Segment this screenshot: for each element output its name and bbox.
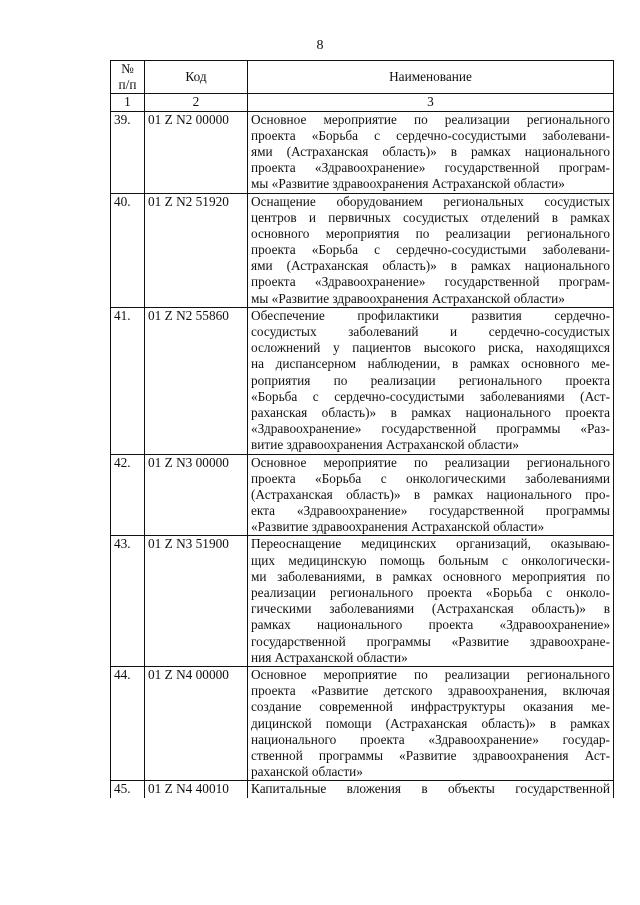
name-line: Основное мероприятие по реализации регионального — [251, 111, 610, 127]
name-line: дицинской помощи (Астраханская область)» в рамках — [251, 715, 610, 731]
name-line: проекта «Развитие детского здравоохранения, включая — [251, 683, 610, 699]
name-line: Основное мероприятие по реализации регионального — [251, 666, 610, 682]
row-number: 43. — [111, 536, 145, 667]
name-line: Основное мероприятие по реализации регионального — [251, 454, 610, 470]
name-line: «Борьба с сердечно-сосудистыми заболеваниями (Аст- — [251, 388, 610, 404]
name-line: ями (Астраханская область)» в рамках национального — [251, 143, 610, 159]
column-index-row — [111, 94, 614, 111]
page-number: 8 — [316, 38, 324, 53]
row-code: 01 Z N3 51900 — [145, 536, 248, 667]
name-line: основного мероприятия по реализации регионального — [251, 225, 610, 241]
name-line: рамках национального проекта «Здравоохранение» — [251, 617, 610, 633]
column-index: 3 — [248, 94, 614, 111]
row-name — [248, 781, 614, 798]
name-line: осложнений у пациентов высокого риска, находящихся — [251, 340, 610, 356]
name-line: щих медицинскую помощь больным с онкологически- — [251, 552, 610, 568]
table-header-row — [111, 61, 614, 94]
name-line: роприятия по реализации регионального проекта — [251, 372, 610, 388]
column-index: 1 — [111, 94, 145, 111]
row-code: 01 Z N2 55860 — [145, 307, 248, 454]
row-number: 44. — [111, 666, 145, 780]
row-name — [248, 536, 614, 667]
row-name — [248, 111, 614, 193]
row-number: 41. — [111, 307, 145, 454]
name-line: на диспансерном наблюдении, в рамках основного ме- — [251, 356, 610, 372]
table-row — [111, 193, 614, 307]
name-line: сосудистых заболеваний и сердечно-сосудистых — [251, 324, 610, 340]
name-line: ния Астраханской области» — [251, 649, 408, 665]
name-line: реализации регионального проекта «Борьба с онколо- — [251, 585, 610, 601]
table-row — [111, 536, 614, 667]
row-name — [248, 666, 614, 780]
column-index: 2 — [145, 94, 248, 111]
name-line: «Развитие здравоохранения Астраханской области» — [251, 519, 545, 535]
row-code: 01 Z N4 40010 — [145, 781, 248, 798]
table-row — [111, 111, 614, 193]
name-line: Обеспечение профилактики развития сердечно- — [251, 307, 610, 323]
table-row — [111, 781, 614, 798]
name-line: проекта «Борьба с сердечно-сосудистыми заболевани- — [251, 127, 610, 143]
name-line: Оснащение оборудованием региональных сосудистых — [251, 193, 610, 209]
row-name — [248, 307, 614, 454]
table-row — [111, 666, 614, 780]
name-line: центров и первичных сосудистых отделений в рамках — [251, 209, 610, 225]
name-line: екта «Здравоохранение» государственной программы — [251, 503, 610, 519]
header-code: Код — [145, 61, 248, 94]
header-name: Наименование — [248, 61, 614, 94]
name-line: ями (Астраханская область)» в рамках национального — [251, 258, 610, 274]
row-number: 45. — [111, 781, 145, 798]
name-line: ми заболеваниями, в рамках основного мероприятия по — [251, 568, 610, 584]
name-line: проекта «Здравоохранение» государственной програм- — [251, 160, 610, 176]
row-code: 01 Z N2 00000 — [145, 111, 248, 193]
row-number: 42. — [111, 454, 145, 536]
name-line: национального проекта «Здравоохранение» государ- — [251, 731, 610, 747]
name-line: мы «Развитие здравоохранения Астраханской области» — [251, 290, 565, 306]
name-line: государственной программы «Развитие здравоохране- — [251, 633, 610, 649]
name-line: проекта «Здравоохранение» государственной програм- — [251, 274, 610, 290]
row-name — [248, 193, 614, 307]
name-line: Переоснащение медицинских организаций, оказываю- — [251, 536, 610, 552]
name-line: ственной программы «Развитие здравоохранения Аст- — [251, 747, 610, 763]
row-number: 39. — [111, 111, 145, 193]
name-line: Капитальные вложения в объекты государственной — [251, 781, 610, 797]
row-code: 01 Z N2 51920 — [145, 193, 248, 307]
table-row — [111, 307, 614, 454]
name-line: витие здравоохранения Астраханской области» — [251, 437, 519, 453]
name-line: раханская область)» в рамках национального проекта — [251, 404, 610, 420]
name-line: гическими заболеваниями (Астраханская область)» в — [251, 601, 610, 617]
row-number: 40. — [111, 193, 145, 307]
name-line: создание современной инфраструктуры оказания ме- — [251, 699, 610, 715]
name-line: проекта «Борьба с сердечно-сосудистыми заболевани- — [251, 242, 610, 258]
name-line: раханской области» — [251, 764, 363, 780]
header-number: № п/п — [111, 61, 145, 94]
row-code: 01 Z N4 00000 — [145, 666, 248, 780]
name-line: мы «Развитие здравоохранения Астраханской области» — [251, 176, 565, 192]
name-line: проекта «Борьба с онкологическими заболеваниями — [251, 470, 610, 486]
name-line: «Здравоохранение» государственной программы «Раз- — [251, 421, 610, 437]
budget-classification-table — [110, 60, 614, 798]
row-code: 01 Z N3 00000 — [145, 454, 248, 536]
row-name — [248, 454, 614, 536]
table-row — [111, 454, 614, 536]
name-line: (Астраханская область)» в рамках национального про- — [251, 486, 610, 502]
